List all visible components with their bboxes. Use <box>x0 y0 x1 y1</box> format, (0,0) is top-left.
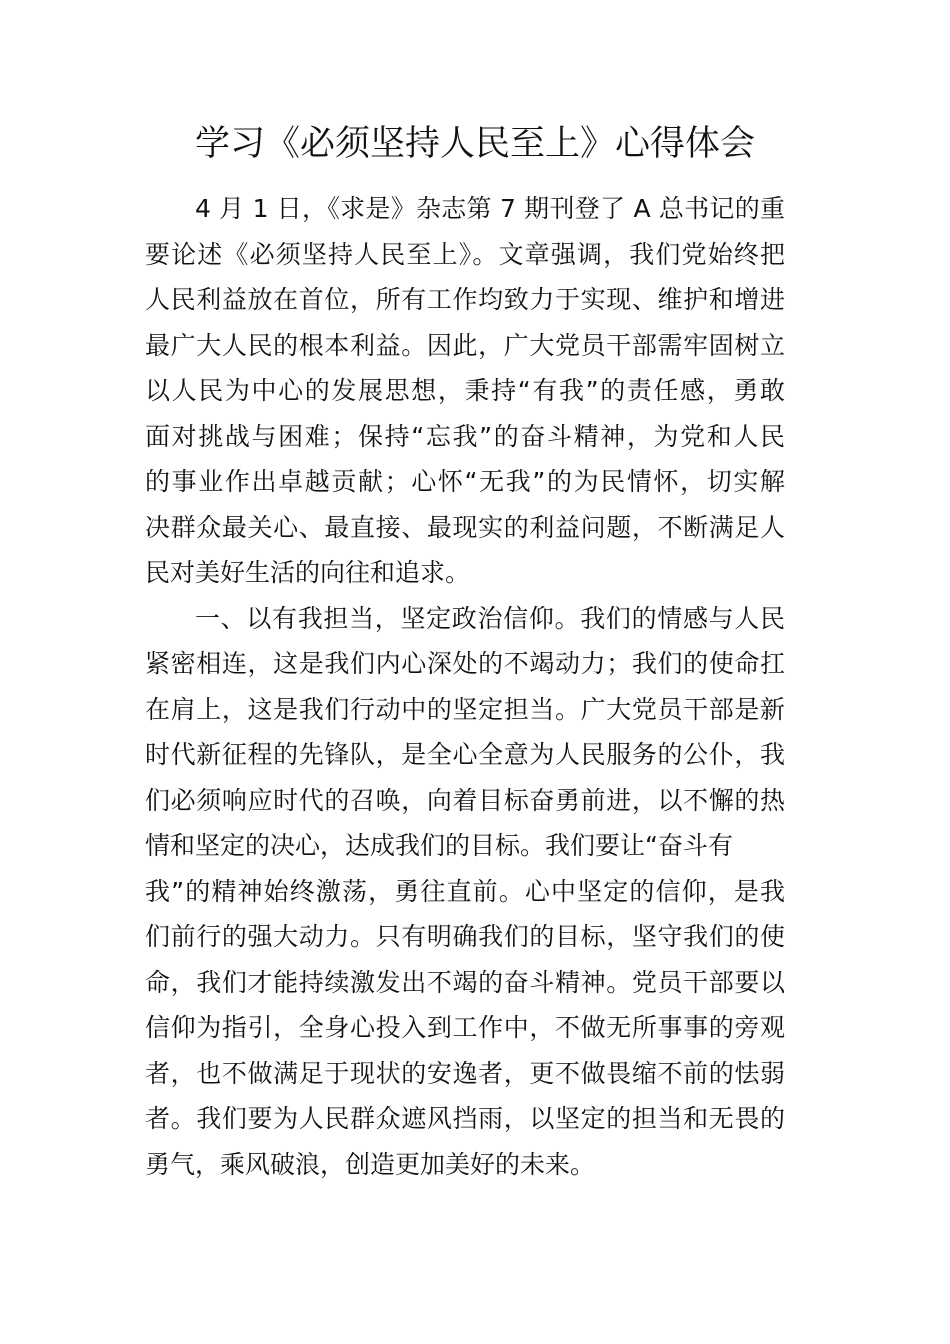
paragraph-line: 我”的精神始终激荡，勇往直前。心中坚定的信仰，是我 <box>145 876 785 906</box>
paragraph-line: 最广大人民的根本利益。因此，广大党员干部需牢固树立 <box>145 330 785 360</box>
paragraph-line: 们前行的强大动力。只有明确我们的目标，坚守我们的使 <box>145 922 785 951</box>
paragraph-line: 者。我们要为人民群众遮风挡雨，以坚定的担当和无畏的 <box>145 1104 785 1133</box>
paragraph-line: 在肩上，这是我们行动中的坚定担当。广大党员干部是新 <box>145 694 785 724</box>
paragraph-1 <box>145 186 785 596</box>
paragraph-line: 4 月 1 日，《求是》杂志第 7 期刊登了 A 总书记的重 <box>195 194 785 223</box>
paragraph-line: 一、以有我担当，坚定政治信仰。我们的情感与人民 <box>195 603 785 633</box>
paragraph-line: 们必须响应时代的召唤，向着目标奋勇前进，以不懈的热 <box>145 785 785 815</box>
paragraph-2 <box>145 596 785 1188</box>
paragraph-line: 者，也不做满足于现状的安逸者，更不做畏缩不前的怯弱 <box>145 1058 785 1088</box>
paragraph-line: 决群众最关心、最直接、最现实的利益问题，不断满足人 <box>145 512 785 542</box>
document-body <box>145 186 785 1187</box>
document-title: 学习《必须坚持人民至上》心得体会 <box>194 124 755 164</box>
paragraph-line: 时代新征程的先锋队，是全心全意为人民服务的公仆，我 <box>145 740 785 769</box>
paragraph-line: 以人民为中心的发展思想，秉持“有我”的责任感，勇敢 <box>145 376 785 405</box>
paragraph-line: 面对挑战与困难；保持“忘我”的奋斗精神，为党和人民 <box>145 421 785 451</box>
paragraph-line: 要论述《必须坚持人民至上》。文章强调，我们党始终把 <box>145 239 785 269</box>
paragraph-line: 的事业作出卓越贡献；心怀“无我”的为民情怀，切实解 <box>145 467 785 496</box>
paragraph-line: 命，我们才能持续激发出不竭的奋斗精神。党员干部要以 <box>145 967 785 997</box>
paragraph-line: 信仰为指引，全身心投入到工作中，不做无所事事的旁观 <box>145 1013 785 1042</box>
paragraph-line: 人民利益放在首位，所有工作均致力于实现、维护和增进 <box>145 285 785 314</box>
paragraph-line: 紧密相连，这是我们内心深处的不竭动力；我们的使命扛 <box>145 649 785 678</box>
paragraph-line: 民对美好生活的向往和追求。 <box>145 558 471 587</box>
paragraph-line: 勇气，乘风破浪，创造更加美好的未来。 <box>145 1149 596 1179</box>
paragraph-line: 情和坚定的决心，达成我们的目标。我们要让“奋斗有 <box>145 831 733 860</box>
